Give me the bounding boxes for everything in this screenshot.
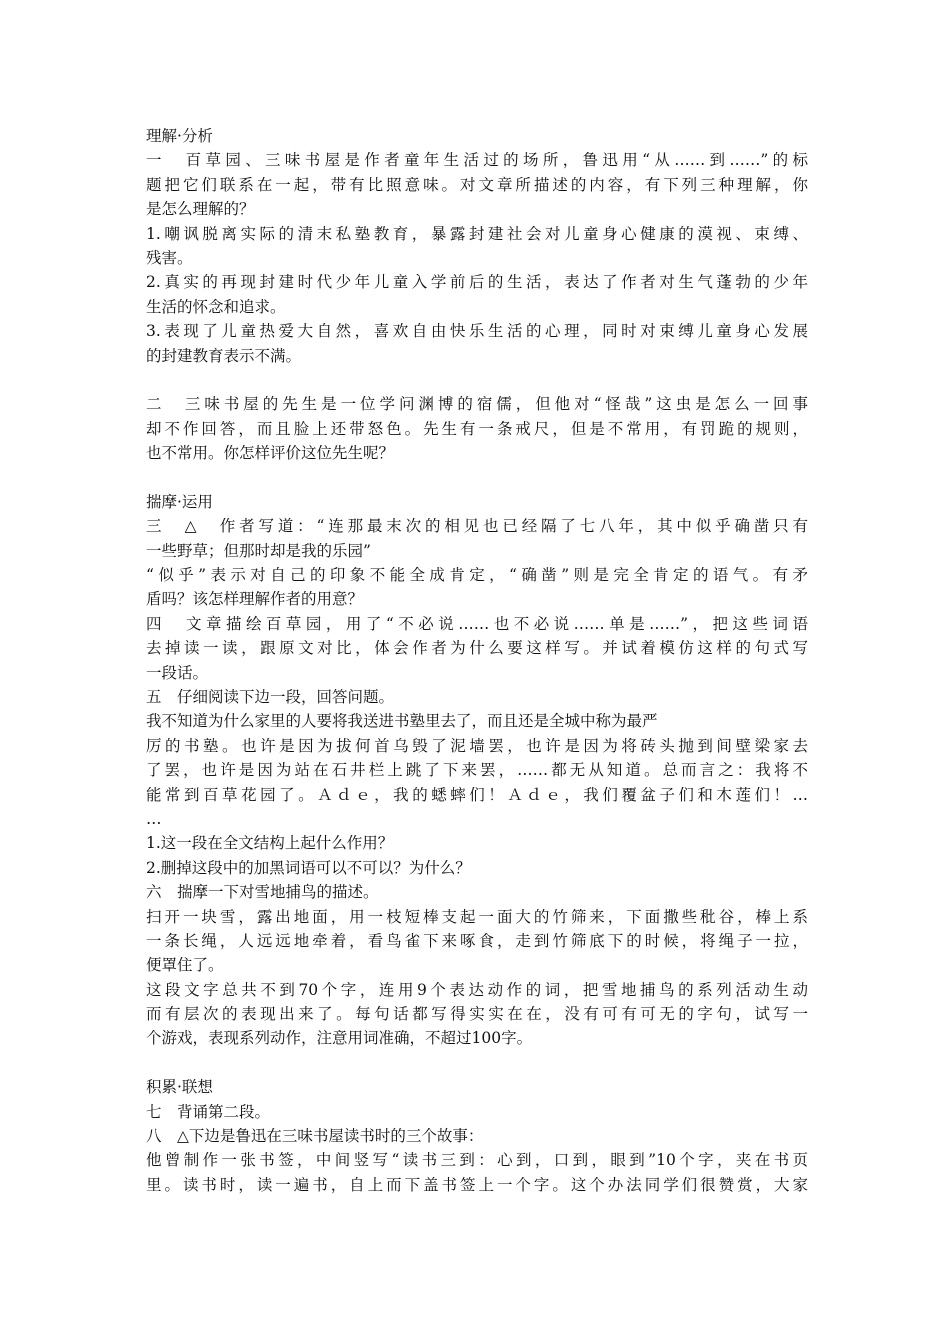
text-line: 残害。 xyxy=(146,248,193,267)
text-line: 1.这一段在全文结构上起什么作用？ xyxy=(146,834,394,853)
text-line: 个游戏，表现系列动作，注意用词准确，不超过100字。 xyxy=(146,1029,533,1048)
text-line: 五 仔细阅读下边一段，回答问题。 xyxy=(146,687,395,706)
text-line: 厉的书塾。也许是因为拔何首乌毁了泥墙罢，也许是因为将砖头抛到间壁梁家去 xyxy=(146,736,808,755)
text-line: 我不知道为什么家里的人要将我送进书塾里去了，而且还是全城中称为最严 xyxy=(146,712,658,731)
text-line: 积累·联想 xyxy=(146,1078,213,1097)
text-line: 盾吗？该怎样理解作者的用意？ xyxy=(146,590,364,609)
blank-line xyxy=(146,465,808,489)
text-line: “似乎”表示对自己的印象不能全成肯定，“确凿”则是完全肯定的语气。有矛 xyxy=(146,566,808,585)
text-line: 一些野草；但那时却是我的乐园” xyxy=(146,541,371,560)
document-page xyxy=(146,124,808,1197)
text-line: 去掉读一读，跟原文对比，体会作者为什么要这样写。并试着模仿这样的句式写 xyxy=(146,639,808,658)
text-line: 一条长绳，人远远地牵着，看鸟雀下来啄食，走到竹筛底下的时候，将绳子一拉， xyxy=(146,931,808,950)
text-line: 二 三味书屋的先生是一位学问渊博的宿儒，但他对“怪哉”这虫是怎么一回事 xyxy=(146,395,808,414)
text-line: 1.嘲讽脱离实际的清末私塾教育，暴露封建社会对儿童身心健康的漠视、束缚、 xyxy=(146,224,808,243)
text-line: 里。读书时，读一遍书，自上而下盖书签上一个字。这个办法同学们很赞赏，大家 xyxy=(146,1175,808,1194)
text-line: 2.删掉这段中的加黑词语可以不可以？为什么？ xyxy=(146,858,471,877)
text-line: 四 文章描绘百草园，用了“不必说……也不必说……单是……”，把这些词语 xyxy=(146,614,808,633)
text-line: 便罩住了。 xyxy=(146,956,224,975)
text-line: 一 百草园、三味书屋是作者童年生活过的场所，鲁迅用“从……到……”的标 xyxy=(146,151,808,170)
text-line: 扫开一块雪，露出地面，用一枝短棒支起一面大的竹筛来，下面撒些秕谷，棒上系 xyxy=(146,907,808,926)
text-line: 题把它们联系在一起，带有比照意味。对文章所描述的内容，有下列三种理解，你 xyxy=(146,175,808,194)
text-line: 这段文字总共不到70个字，连用9个表达动作的词，把雪地捕鸟的系列活动生动 xyxy=(146,980,808,999)
text-line: 六 揣摩一下对雪地捕鸟的描述。 xyxy=(146,883,379,902)
text-line: 却不作回答，而且脸上还带怒色。先生有一条戒尺，但是不常用，有罚跪的规则， xyxy=(146,419,808,438)
text-line: 他曾制作一张书签，中间竖写“读书三到：心到，口到，眼到”10个字，夹在书页 xyxy=(146,1151,808,1170)
text-line: 也不常用。你怎样评价这位先生呢？ xyxy=(146,444,395,463)
text-line: 揣摩·运用 xyxy=(146,492,213,511)
text-line: 是怎么理解的？ xyxy=(146,200,255,219)
blank-line xyxy=(146,368,808,392)
text-line: 三 △ 作者写道：“连那最末次的相见也已经隔了七八年，其中似乎确凿只有 xyxy=(146,517,808,536)
text-line: 七 背诵第二段。 xyxy=(146,1102,271,1121)
text-line: 一段话。 xyxy=(146,663,209,682)
text-line: 生活的怀念和追求。 xyxy=(146,297,286,316)
text-line: 了罢，也许是因为站在石井栏上跳了下来罢，……都无从知道。总而言之：我将不 xyxy=(146,761,808,780)
text-line: 理解·分析 xyxy=(146,127,213,145)
text-line: 2.真实的再现封建时代少年儿童入学前后的生活，表达了作者对生气蓬勃的少年 xyxy=(146,273,808,292)
text-line: … xyxy=(146,809,162,828)
text-line: 的封建教育表示不满。 xyxy=(146,346,302,365)
text-line: 八 △下边是鲁迅在三味书屋读书时的三个故事： xyxy=(146,1127,484,1146)
text-line: 能常到百草花园了。Ａｄｅ，我的蟋蟀们！Ａｄｅ，我们覆盆子们和木莲们！… xyxy=(146,785,808,804)
text-line: 3.表现了儿童热爱大自然，喜欢自由快乐生活的心理，同时对束缚儿童身心发展 xyxy=(146,322,808,341)
blank-line xyxy=(146,1051,808,1075)
text-line: 而有层次的表现出来了。每句话都写得实实在在，没有可有可无的字句，试写一 xyxy=(146,1005,808,1024)
